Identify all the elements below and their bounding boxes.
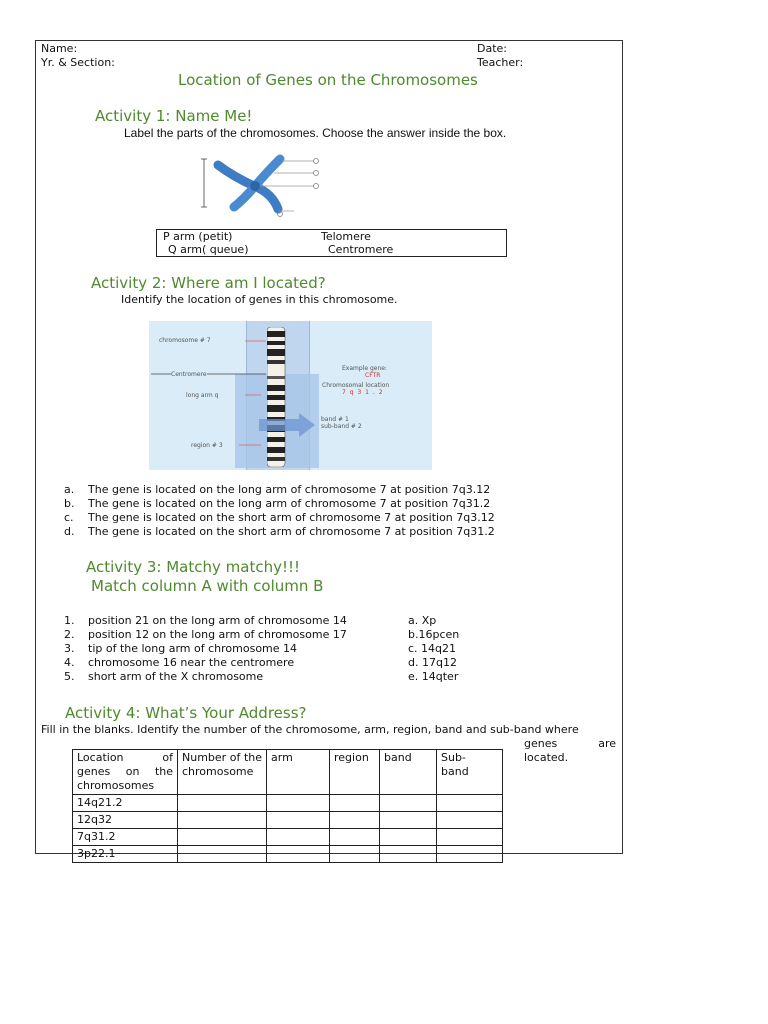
label-chromosomal-location: Chromosomal location [322,382,390,389]
answer-choice-box [156,229,507,257]
centromere-dot [250,181,260,191]
choice-centromere: Centromere [328,243,394,256]
cell-arm-input[interactable] [267,812,330,829]
table-row [73,846,503,863]
col-arm: arm [267,750,330,795]
option-letter: d. [64,525,75,538]
date-label: Date: [477,42,507,55]
cell-number-input[interactable] [178,812,267,829]
row-location: 14q21.2 [73,795,178,812]
label-marker-2 [314,171,319,176]
option-letter: c. [64,511,74,524]
cell-arm-input[interactable] [267,846,330,863]
cell-sub-band-input[interactable] [437,812,503,829]
match-item-5 [64,670,263,683]
row-location: 3p22.1 [73,846,178,863]
table-row [73,829,503,846]
match-column-a: short arm of the X chromosome [88,670,264,683]
match-number: 2. [64,628,75,641]
table-row [73,812,503,829]
page-title: Location of Genes on the Chromosomes [178,71,478,89]
choice-p-arm: P arm (petit) [163,230,233,243]
label-gene-name: CFTR [365,372,381,379]
address-table [72,749,503,863]
match-column-a: position 12 on the long arm of chromosome 17 [88,628,347,641]
cell-region-input[interactable] [330,846,380,863]
row-location: 7q31.2 [73,829,178,846]
label-long-arm: long arm q [186,392,219,399]
col-location: Location of genes on the chromosomes [73,750,178,795]
choice-q-arm: Q arm( queue) [168,243,249,256]
option-text: The gene is located on the long arm of chromosome 7 at position 7q31.2 [88,497,491,510]
cell-region-input[interactable] [330,812,380,829]
match-column-b-3: c. 14q21 [408,642,457,655]
match-column-a: chromosome 16 near the centromere [88,656,295,669]
cell-number-input[interactable] [178,829,267,846]
label-marker-3 [314,184,319,189]
label-example-gene: Example gene: [342,365,387,372]
row-location: 12q32 [73,812,178,829]
match-column-b-4: d. 17q12 [408,656,457,669]
match-column-a: tip of the long arm of chromosome 14 [88,642,298,655]
cell-sub-band-input[interactable] [437,846,503,863]
match-column-b-5: e. 14qter [408,670,459,683]
match-item-2 [64,628,347,641]
match-number: 1. [64,614,75,627]
match-number: 3. [64,642,75,655]
activity4-instruction-tail-1: genes are [524,737,616,750]
option-letter: b. [64,497,75,510]
activity2-heading: Activity 2: Where am I located? [91,274,326,292]
cell-region-input[interactable] [330,829,380,846]
worksheet [35,40,623,860]
col-region: region [330,750,380,795]
activity4-heading: Activity 4: What’s Your Address? [65,704,307,722]
col-number: Number of the chromosome [178,750,267,795]
option-a[interactable] [64,483,490,496]
cell-sub-band-input[interactable] [437,829,503,846]
option-text: The gene is located on the short arm of chromosome 7 at position 7q31.2 [88,525,495,538]
label-region: region # 3 [191,442,223,449]
cell-band-input[interactable] [380,795,437,812]
cell-band-input[interactable] [380,812,437,829]
cell-arm-input[interactable] [267,795,330,812]
col-sub-band: Sub-band [437,750,503,795]
match-number: 5. [64,670,75,683]
activity3-heading: Activity 3: Matchy matchy!!! [86,558,300,576]
section-label: Yr. & Section: [41,56,115,69]
option-c[interactable] [64,511,495,524]
band-arrow [259,413,315,437]
table-row [73,795,503,812]
match-column-b-2: b.16pcen [408,628,460,641]
activity1-heading: Activity 1: Name Me! [95,107,253,125]
activity3-subheading: Match column A with column B [91,577,324,595]
option-letter: a. [64,483,75,496]
match-item-1 [64,614,347,627]
option-text: The gene is located on the short arm of chromosome 7 at position 7q3.12 [88,511,495,524]
option-b[interactable] [64,497,490,510]
choice-telomere: Telomere [321,230,371,243]
label-centromere: Centromere [171,371,207,378]
label-sub-band: sub-band # 2 [321,423,362,430]
label-marker-1 [314,159,319,164]
name-label: Name: [41,42,78,55]
match-column-a: position 21 on the long arm of chromosome 14 [88,614,347,627]
activity4-instruction: Fill in the blanks. Identify the number of the chromosome, arm, region, band and sub-band where [41,723,579,736]
cell-band-input[interactable] [380,846,437,863]
option-text: The gene is located on the long arm of chromosome 7 at position 7q3.12 [88,483,491,496]
cell-number-input[interactable] [178,846,267,863]
label-location-digits: 7 q 3 1 . 2 [342,389,384,396]
activity4-instruction-tail-2: located. [524,751,569,764]
activity2-instruction: Identify the location of genes in this chromosome. [121,293,398,306]
cell-number-input[interactable] [178,795,267,812]
cell-arm-input[interactable] [267,829,330,846]
label-band: band # 1 [321,416,349,423]
cell-band-input[interactable] [380,829,437,846]
teacher-label: Teacher: [477,56,524,69]
label-chromosome: chromosome # 7 [159,337,211,344]
match-item-4 [64,656,294,669]
match-column-b-1: a. Xp [408,614,437,627]
gene-location-diagram [149,321,432,470]
address-table-header [73,750,503,795]
col-band: band [380,750,437,795]
cell-sub-band-input[interactable] [437,795,503,812]
match-item-3 [64,642,297,655]
option-d[interactable] [64,525,495,538]
cell-region-input[interactable] [330,795,380,812]
match-number: 4. [64,656,75,669]
activity1-instruction: Label the parts of the chromosomes. Choose the answer inside the box. [124,126,507,140]
chromosome-x-image [194,153,319,217]
